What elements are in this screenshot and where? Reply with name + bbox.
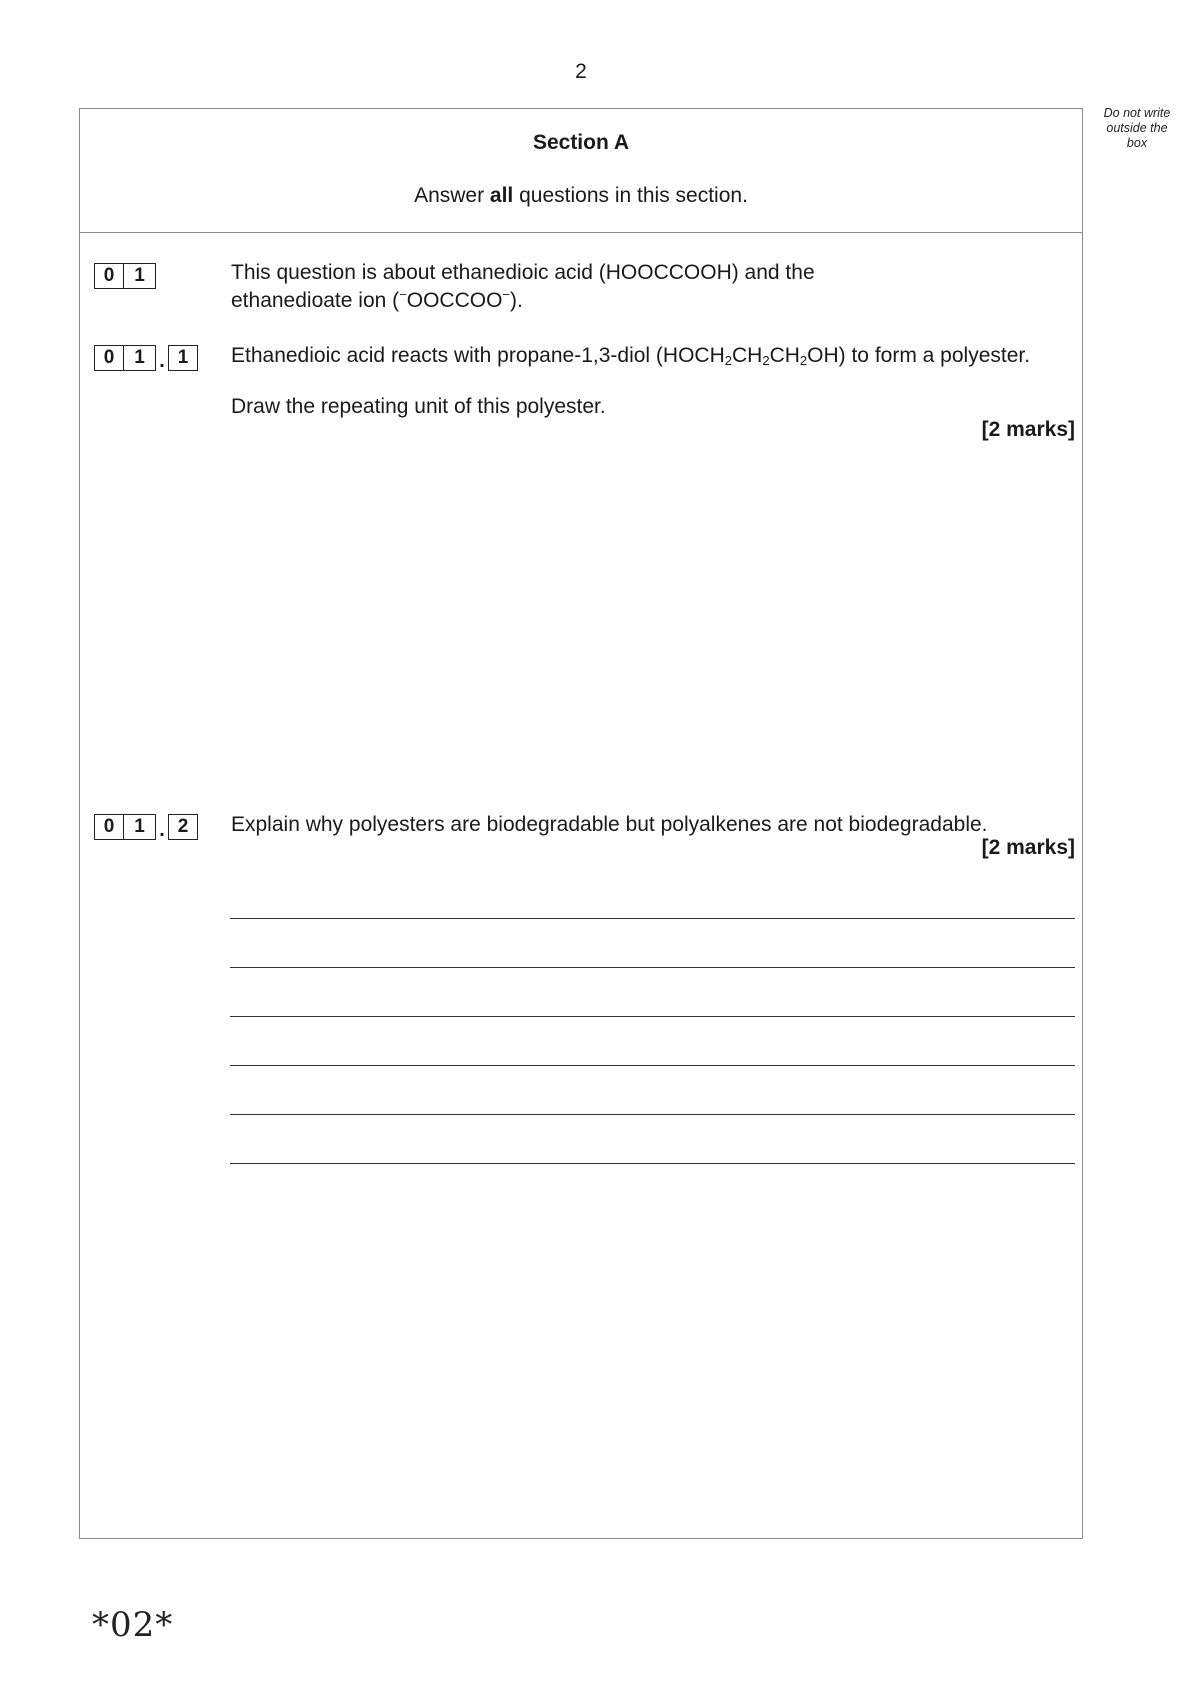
text-run: OH) to form a polyester.	[807, 344, 1031, 367]
question-digit: 2	[168, 814, 198, 840]
section-title: Section A	[532, 131, 630, 154]
page-barcode-code: *02*	[92, 1605, 174, 1645]
answer-line[interactable]	[230, 1114, 1075, 1115]
question-digit: 0	[94, 814, 124, 840]
question-digit: 0	[94, 263, 124, 289]
question-dot: .	[159, 819, 165, 841]
subscript: 2	[724, 353, 732, 368]
answer-line[interactable]	[230, 967, 1075, 968]
instruction-emphasis: all	[489, 184, 514, 207]
question-01-stem	[231, 259, 815, 315]
charge-superscript: −	[399, 287, 407, 302]
question-number-01-1	[94, 343, 198, 371]
question-01-line2	[231, 287, 815, 315]
margin-note-line: outside the	[1106, 121, 1168, 135]
answer-line[interactable]	[230, 1016, 1075, 1017]
question-dot: .	[159, 350, 165, 372]
text-run: ethanedioate ion (	[231, 289, 400, 312]
question-number-01-2	[94, 812, 198, 840]
question-digit: 1	[124, 263, 156, 289]
charge-superscript: −	[502, 287, 510, 302]
instruction-text: Answer	[414, 184, 490, 207]
text-run: OOCCOO	[406, 289, 503, 312]
question-01-1-text	[231, 342, 1030, 370]
marks-label: [2 marks]	[981, 418, 1075, 441]
question-01-1-prompt: Draw the repeating unit of this polyester.	[231, 395, 606, 418]
marks-label: [2 marks]	[981, 836, 1075, 859]
header-divider	[79, 232, 1083, 233]
question-01-2-text: Explain why polyesters are biodegradable but polyalkenes are not biodegradable.	[231, 813, 988, 836]
question-01-line1: This question is about ethanedioic acid (HOOCCOOH) and the	[231, 261, 815, 284]
question-digit: 0	[94, 345, 124, 371]
answer-line[interactable]	[230, 918, 1075, 919]
margin-note-line: Do not write	[1103, 106, 1171, 120]
question-digit: 1	[124, 345, 156, 371]
section-instruction	[79, 184, 1083, 208]
subscript: 2	[799, 353, 808, 368]
page-number: 2	[575, 60, 587, 83]
text-run: CH	[769, 344, 800, 367]
question-digit: 1	[124, 814, 156, 840]
margin-note-line: box	[1126, 136, 1148, 150]
subscript: 2	[762, 353, 770, 368]
text-run: CH	[731, 344, 763, 367]
question-number-01	[94, 261, 156, 289]
drawing-area[interactable]	[230, 450, 1075, 790]
text-run: Ethanedioic acid reacts with propane-1,3-diol (HOCH	[231, 344, 725, 367]
answer-line[interactable]	[230, 1163, 1075, 1164]
instruction-text: questions in this section.	[513, 184, 748, 207]
margin-note	[1092, 106, 1182, 151]
answer-line[interactable]	[230, 1065, 1075, 1066]
text-run: ).	[510, 289, 523, 312]
question-digit: 1	[168, 345, 198, 371]
